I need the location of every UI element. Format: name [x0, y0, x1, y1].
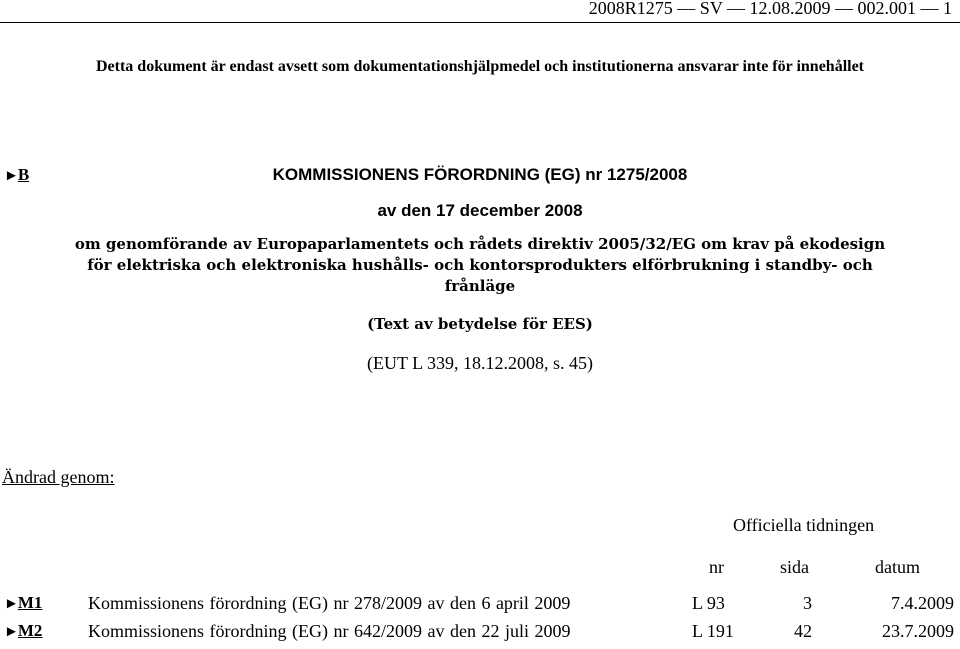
marker-m2[interactable] — [4, 621, 42, 641]
amendment-row — [0, 621, 960, 645]
amendment-oj-number: L 93 — [692, 593, 725, 613]
running-header: 2008R1275 — SV — 12.08.2009 — 002.001 — 1 — [588, 0, 952, 18]
amendment-oj-number: L 191 — [692, 621, 734, 641]
header-rule — [0, 22, 960, 23]
description-line: för elektriska och elektroniska hushålls- och kontorsprodukters elförbrukning i standby- och — [87, 256, 873, 274]
marker-code: B — [17, 165, 30, 184]
amendment-description: Kommissionens förordning (EG) nr 642/2009 av den 22 juli 2009 — [88, 621, 571, 641]
marker-triangle-icon: ► — [4, 596, 18, 612]
marker-triangle-icon: ► — [4, 168, 18, 184]
column-header-nr: nr — [709, 557, 724, 577]
amendment-page: 42 — [794, 621, 812, 641]
amendment-row — [0, 593, 960, 617]
official-journal-heading: Officiella tidningen — [733, 515, 875, 535]
marker-triangle-icon: ► — [4, 624, 18, 640]
description-line: om genomförande av Europaparlamentets och rådets direktiv 2005/32/EG om krav på ekodesign — [74, 235, 886, 253]
regulation-description — [0, 234, 960, 297]
oj-reference: (EUT L 339, 18.12.2008, s. 45) — [367, 353, 593, 373]
column-header-datum: datum — [875, 557, 920, 577]
column-header-sida: sida — [780, 557, 809, 577]
marker-code: M1 — [17, 593, 43, 612]
amendment-date: 23.7.2009 — [882, 621, 954, 641]
description-line: frånläge — [444, 277, 516, 295]
marker-code: M2 — [17, 621, 43, 640]
amendment-description: Kommissionens förordning (EG) nr 278/2009 av den 6 april 2009 — [88, 593, 571, 613]
regulation-title: KOMMISSIONENS FÖRORDNING (EG) nr 1275/2008 — [272, 165, 688, 184]
amendment-page: 3 — [803, 593, 812, 613]
amendment-date: 7.4.2009 — [891, 593, 954, 613]
marker-m1[interactable] — [4, 593, 42, 613]
eea-relevance: (Text av betydelse för EES) — [367, 315, 593, 333]
amended-by-label: Ändrad genom: — [2, 467, 115, 487]
regulation-date: av den 17 december 2008 — [377, 201, 583, 220]
disclaimer: Detta dokument är endast avsett som dokumentationshjälpmedel och institutionerna ansvarar inte för innehållet — [95, 58, 865, 75]
